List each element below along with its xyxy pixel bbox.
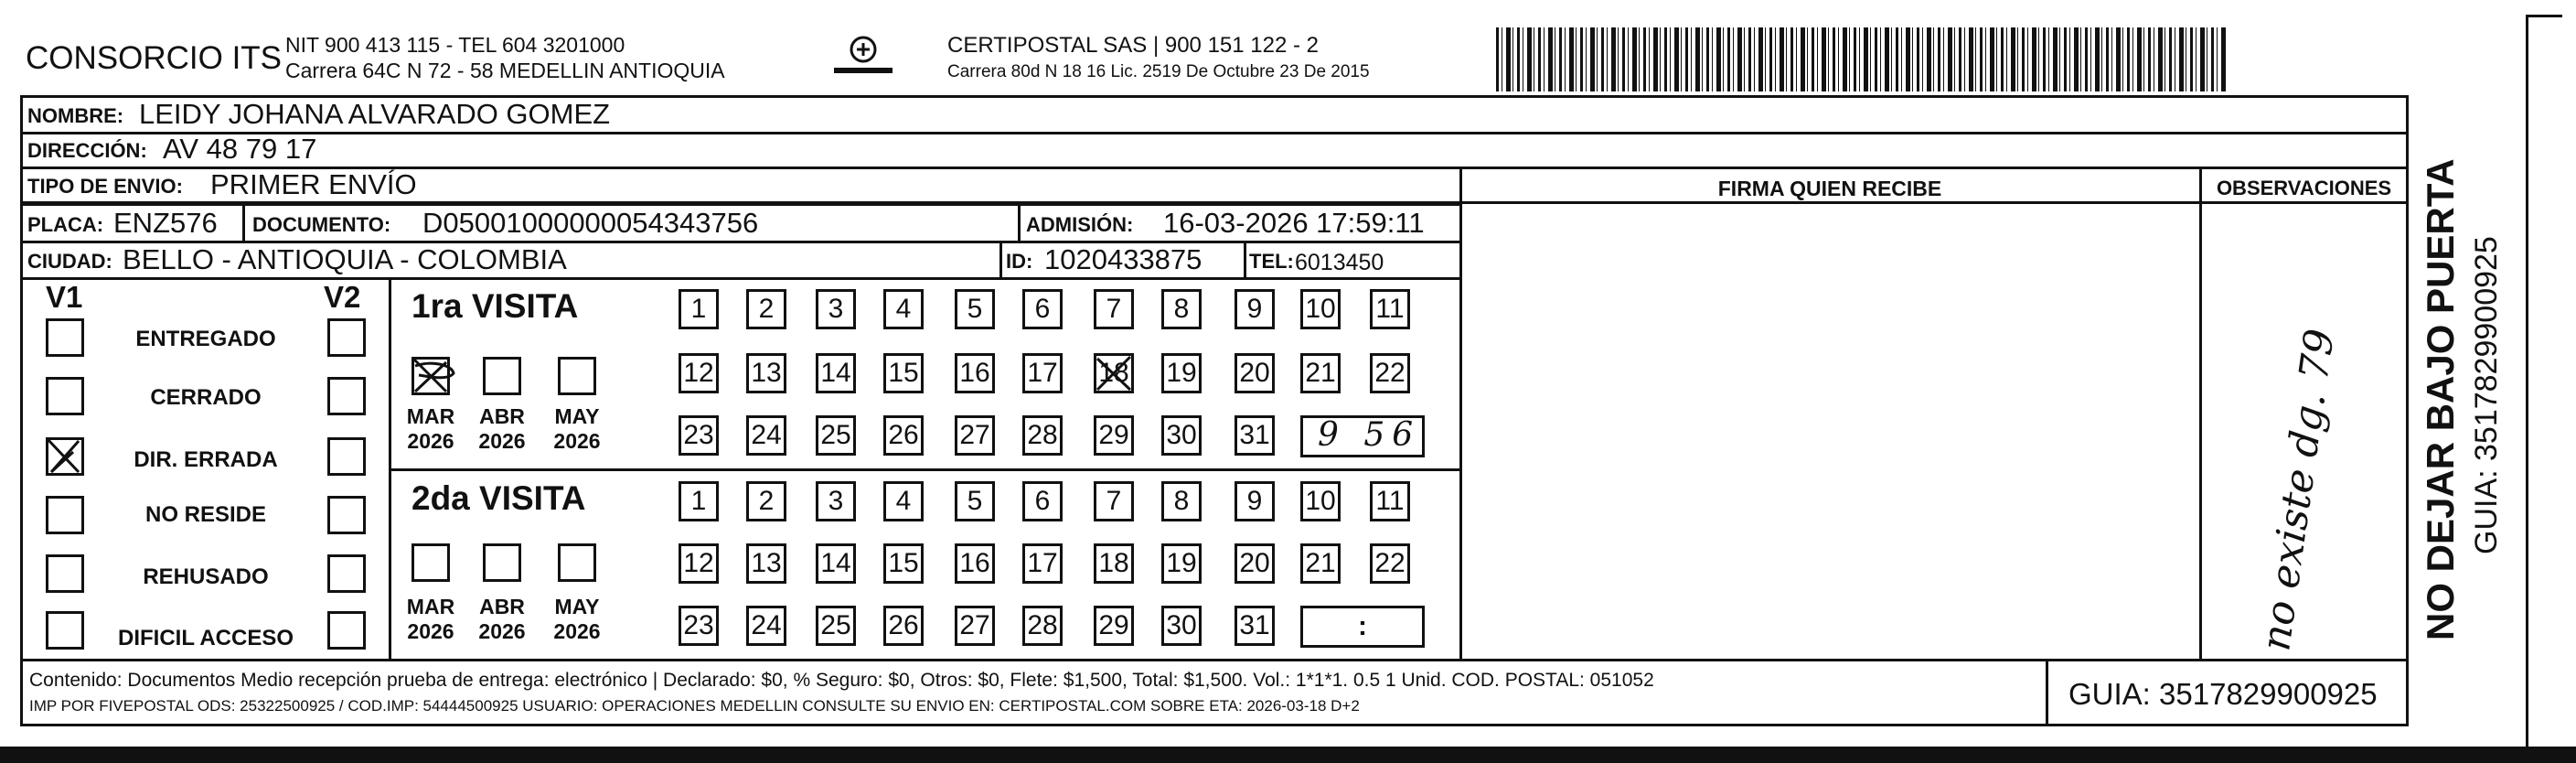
day-number: 10	[1305, 294, 1336, 324]
second-month-checkbox-mar[interactable]	[412, 543, 450, 582]
first-visit-day-box[interactable]	[1022, 415, 1063, 456]
day-number: 1	[690, 294, 707, 324]
second-visit-day-box[interactable]	[955, 606, 995, 646]
day-number: 26	[888, 420, 919, 450]
day-number: 14	[820, 358, 851, 388]
first-visit-day-box[interactable]	[883, 289, 924, 329]
day-number: 9	[1246, 294, 1263, 324]
second-visit-day-box[interactable]	[1235, 606, 1275, 646]
first-visit-day-box[interactable]	[1235, 415, 1275, 456]
second-visit-day-box[interactable]	[1022, 481, 1063, 521]
address-label: DIRECCIÓN:	[27, 139, 147, 162]
day-number: 19	[1166, 548, 1197, 578]
company-name: CONSORCIO ITS	[26, 40, 283, 76]
reason-label: ENTREGADO	[135, 327, 276, 351]
second-visit-day-box[interactable]	[679, 606, 719, 646]
month-label: MAY 2026	[553, 404, 601, 453]
day-number: 31	[1239, 610, 1270, 640]
certipostal-logo-icon	[828, 33, 898, 84]
reason-label: DIR. ERRADA	[134, 447, 278, 472]
admission-label: ADMISIÓN:	[1026, 213, 1134, 236]
v1-label: V1	[46, 280, 83, 314]
first-visit-day-box[interactable]	[679, 415, 719, 456]
second-visit-day-box[interactable]	[883, 606, 924, 646]
first-month-checkbox-may[interactable]	[558, 357, 596, 395]
second-visit-day-box[interactable]	[746, 543, 786, 584]
first-visit-day-box[interactable]	[1161, 415, 1202, 456]
v2-checkbox-entregado[interactable]	[327, 318, 366, 357]
day-number: 7	[1106, 294, 1122, 324]
day-number: 16	[959, 548, 990, 578]
day-number: 1	[690, 486, 707, 516]
observation-text: no existe dg. 79	[2252, 326, 2345, 654]
first-visit-day-box[interactable]	[883, 353, 924, 393]
day-number: 12	[683, 358, 714, 388]
second-visit-day-box[interactable]	[1094, 606, 1134, 646]
day-number: 5	[967, 294, 983, 324]
first-visit-day-box[interactable]	[955, 353, 995, 393]
second-visit-day-box[interactable]	[1235, 543, 1275, 584]
first-visit-day-box[interactable]	[1161, 353, 1202, 393]
name-label: NOMBRE:	[27, 104, 124, 127]
day-number: 20	[1239, 548, 1270, 578]
second-visit-day-box[interactable]	[1370, 543, 1410, 584]
v1-checkbox-no-reside[interactable]	[46, 496, 84, 534]
footer-guide: GUIA: 3517829900925	[2068, 677, 2378, 711]
first-visit-day-box[interactable]	[1235, 353, 1275, 393]
v1-checkbox-rehusado[interactable]	[46, 554, 84, 593]
day-number: 16	[959, 358, 990, 388]
side-guide: GUIA: 3517829900925	[2469, 236, 2504, 554]
first-visit-day-box[interactable]	[1235, 289, 1275, 329]
month-label: MAR 2026	[406, 595, 455, 643]
second-visit-day-box[interactable]	[1094, 481, 1134, 521]
second-visit-day-box[interactable]	[1235, 481, 1275, 521]
v2-label: V2	[324, 280, 361, 314]
ship-type: PRIMER ENVÍO	[210, 168, 417, 200]
day-number: 18	[1098, 358, 1129, 388]
day-number: 30	[1166, 420, 1197, 450]
day-number: 23	[683, 420, 714, 450]
v2-checkbox-dificil-acceso[interactable]	[327, 611, 366, 650]
day-number: 11	[1375, 486, 1405, 516]
first-visit-day-box[interactable]	[1300, 289, 1341, 329]
carrier-address: Carrera 80d N 18 16 Lic. 2519 De Octubre 23 De 2015	[947, 62, 1370, 81]
recipient-address: AV 48 79 17	[163, 133, 317, 165]
first-visit-title: 1ra VISITA	[412, 287, 579, 325]
second-visit-day-box[interactable]	[1161, 606, 1202, 646]
day-number: 11	[1375, 294, 1405, 324]
first-visit-day-box[interactable]	[746, 353, 786, 393]
first-visit-day-box[interactable]	[746, 415, 786, 456]
month-label: ABR 2026	[478, 404, 526, 453]
reason-label: REHUSADO	[143, 564, 269, 589]
first-visit-day-box[interactable]	[1022, 289, 1063, 329]
second-visit-day-box[interactable]	[1300, 481, 1341, 521]
second-visit-day-box[interactable]	[746, 481, 786, 521]
day-number: 28	[1027, 420, 1058, 450]
day-number: 27	[959, 420, 990, 450]
day-number: 29	[1098, 610, 1129, 640]
plate-value: ENZ576	[113, 207, 218, 239]
v1-checkbox-dir-errada[interactable]	[46, 437, 84, 476]
first-visit-day-box[interactable]	[679, 353, 719, 393]
first-visit-day-box[interactable]	[955, 289, 995, 329]
day-number: 22	[1374, 358, 1406, 388]
day-number: 23	[683, 610, 714, 640]
second-visit-day-box[interactable]	[679, 543, 719, 584]
first-month-checkbox-abr[interactable]	[483, 357, 521, 395]
document-label: DOCUMENTO:	[252, 213, 391, 236]
first-visit-time-handwritten: 9 56	[1318, 416, 1421, 454]
day-number: 15	[888, 548, 919, 578]
day-number: 15	[888, 358, 919, 388]
second-month-checkbox-abr[interactable]	[483, 543, 521, 582]
day-number: 3	[828, 486, 844, 516]
day-cross-mark	[1094, 353, 1134, 393]
first-visit-day-box[interactable]	[1161, 289, 1202, 329]
reason-label: CERRADO	[150, 385, 262, 410]
day-number: 21	[1305, 548, 1336, 578]
month-label: MAR 2026	[406, 404, 455, 453]
first-visit-day-box[interactable]	[1094, 353, 1134, 393]
day-number: 24	[751, 420, 782, 450]
v2-checkbox-dir-errada[interactable]	[327, 437, 366, 476]
first-visit-day-box[interactable]	[679, 289, 719, 329]
day-number: 10	[1305, 486, 1336, 516]
second-visit-day-box[interactable]	[1161, 481, 1202, 521]
company-address: Carrera 64C N 72 - 58 MEDELLIN ANTIOQUIA	[285, 59, 725, 82]
city-value: BELLO - ANTIOQUIA - COLOMBIA	[123, 243, 567, 275]
v1-checkbox-dificil-acceso[interactable]	[46, 611, 84, 650]
v2-checkbox-no-reside[interactable]	[327, 496, 366, 534]
day-number: 30	[1166, 610, 1197, 640]
second-visit-day-box[interactable]	[1094, 543, 1134, 584]
month-label: ABR 2026	[478, 595, 526, 643]
v2-checkbox-rehusado[interactable]	[327, 554, 366, 593]
day-number: 7	[1106, 486, 1122, 516]
ship-type-label: TIPO DE ENVIO:	[27, 175, 183, 198]
day-number: 4	[895, 294, 912, 324]
reason-label: NO RESIDE	[144, 502, 267, 527]
city-label: CIUDAD:	[27, 250, 112, 273]
day-number: 21	[1305, 358, 1336, 388]
second-visit-title: 2da VISITA	[412, 479, 586, 517]
day-number: 8	[1173, 486, 1190, 516]
second-visit-day-box[interactable]	[816, 606, 856, 646]
second-visit-day-box[interactable]	[1161, 543, 1202, 584]
second-visit-day-box[interactable]	[746, 606, 786, 646]
first-month-checkbox-mar[interactable]	[412, 357, 450, 395]
company-nit: NIT 900 413 115 - TEL 604 3201000	[285, 33, 625, 57]
first-visit-day-box[interactable]	[1022, 353, 1063, 393]
day-number: 6	[1034, 486, 1051, 516]
month-label: MAY 2026	[553, 595, 601, 643]
day-number: 31	[1239, 420, 1270, 450]
admission-value: 16-03-2026 17:59:11	[1163, 207, 1425, 239]
first-visit-day-box[interactable]	[1370, 289, 1410, 329]
first-visit-day-box[interactable]	[1094, 289, 1134, 329]
first-visit-day-box[interactable]	[1300, 353, 1341, 393]
first-visit-day-box[interactable]	[816, 353, 856, 393]
time-separator: :	[1358, 611, 1367, 641]
day-number: 24	[751, 610, 782, 640]
reason-label: DIFICIL ACCESO	[117, 626, 294, 650]
carrier-name: CERTIPOSTAL SAS | 900 151 122 - 2	[947, 33, 1319, 58]
second-visit-day-box[interactable]	[1022, 606, 1063, 646]
day-number: 25	[820, 420, 851, 450]
side-warning: NO DEJAR BAJO PUERTA	[2419, 158, 2462, 640]
second-visit-day-box[interactable]	[955, 481, 995, 521]
day-number: 17	[1027, 548, 1058, 578]
day-number: 3	[828, 294, 844, 324]
day-number: 5	[967, 486, 983, 516]
day-number: 19	[1166, 358, 1197, 388]
tel-label: TEL:	[1249, 250, 1294, 273]
first-visit-time-box[interactable]	[1300, 415, 1425, 457]
second-visit-day-box[interactable]	[816, 481, 856, 521]
day-number: 22	[1374, 548, 1406, 578]
day-number: 20	[1239, 358, 1270, 388]
first-visit-day-box[interactable]	[883, 415, 924, 456]
day-number: 12	[683, 548, 714, 578]
second-visit-day-box[interactable]	[1022, 543, 1063, 584]
second-visit-day-box[interactable]	[883, 481, 924, 521]
day-number: 26	[888, 610, 919, 640]
footer-contents: Contenido: Documentos Medio recepción prueba de entrega: electrónico | Declarado: $0, % Seguro: $0, Otros: $0, Flete: $1,500, Total: $1,500. Vol.: 1*1*1. 0.5 1 Unid. COD. POSTAL: 051052	[29, 670, 1654, 691]
v1-checkbox-entregado[interactable]	[46, 318, 84, 357]
footer-printing: IMP POR FIVEPOSTAL ODS: 25322500925 / COD.IMP: 54444500925 USUARIO: OPERACIONES MEDELLIN CONSULTE SU ENVIO EN: CERTIPOSTAL.COM SOBRE ETA: 2026-03-18 D+2	[29, 697, 1360, 715]
day-number: 4	[895, 486, 912, 516]
day-number: 13	[751, 548, 782, 578]
v1-checkbox-cerrado[interactable]	[46, 377, 84, 415]
day-number: 28	[1027, 610, 1058, 640]
day-number: 27	[959, 610, 990, 640]
second-visit-day-box[interactable]	[1370, 481, 1410, 521]
day-number: 9	[1246, 486, 1263, 516]
first-visit-day-box[interactable]	[746, 289, 786, 329]
day-number: 18	[1098, 548, 1129, 578]
day-number: 25	[820, 610, 851, 640]
day-number: 13	[751, 358, 782, 388]
second-visit-time-box[interactable]	[1300, 606, 1425, 648]
day-number: 2	[758, 294, 775, 324]
second-visit-day-box[interactable]	[883, 543, 924, 584]
tel-value: 6013450	[1295, 250, 1384, 275]
first-visit-day-box[interactable]	[816, 289, 856, 329]
observations-header: OBSERVACIONES	[2216, 177, 2392, 199]
signature-header: FIRMA QUIEN RECIBE	[1717, 177, 1942, 200]
second-visit-day-box[interactable]	[816, 543, 856, 584]
first-visit-day-box[interactable]	[1370, 353, 1410, 393]
day-number: 17	[1027, 358, 1058, 388]
day-number: 14	[820, 548, 851, 578]
id-label: ID:	[1006, 250, 1033, 273]
second-visit-day-box[interactable]	[955, 543, 995, 584]
id-value: 1020433875	[1044, 243, 1202, 275]
day-number: 29	[1098, 420, 1129, 450]
day-number: 2	[758, 486, 775, 516]
v2-checkbox-cerrado[interactable]	[327, 377, 366, 415]
second-visit-day-box[interactable]	[1300, 543, 1341, 584]
day-number: 6	[1034, 294, 1051, 324]
second-month-checkbox-may[interactable]	[558, 543, 596, 582]
recipient-name: LEIDY JOHANA ALVARADO GOMEZ	[139, 98, 611, 130]
document-value: D05001000000054343756	[422, 207, 759, 239]
first-visit-day-box[interactable]	[1094, 415, 1134, 456]
plate-label: PLACA:	[27, 213, 104, 236]
second-visit-day-box[interactable]	[679, 481, 719, 521]
observation-handwriting	[2200, 326, 2405, 654]
first-visit-day-box[interactable]	[955, 415, 995, 456]
first-visit-day-box[interactable]	[816, 415, 856, 456]
day-number: 8	[1173, 294, 1190, 324]
barcode	[1496, 27, 2228, 91]
